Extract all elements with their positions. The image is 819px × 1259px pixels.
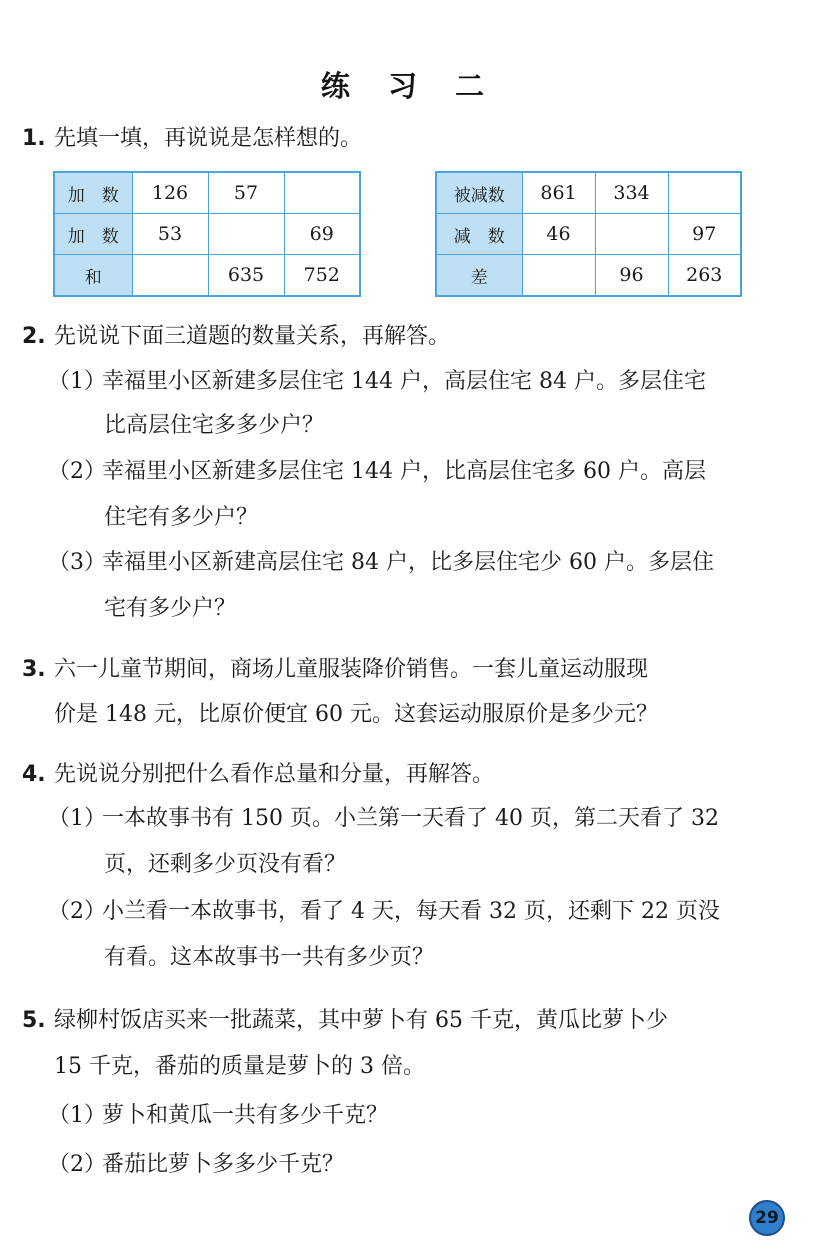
table-cell[interactable]	[595, 214, 668, 255]
question-number: 5.	[22, 1008, 46, 1033]
sub-question-text: 萝卜和黄瓜一共有多少千克？	[102, 1103, 389, 1128]
question-5	[22, 1006, 759, 1036]
sub-question-number: （2）	[48, 899, 106, 924]
table-cell[interactable]	[522, 255, 595, 297]
question-number: 1.	[22, 126, 46, 151]
row-header: 差	[436, 255, 522, 297]
sub-question-continuation: 宅有多少户？	[104, 596, 237, 621]
sub-question-continuation: 比高层住宅多多少户？	[104, 413, 325, 438]
sub-question-continuation: 有看。这本故事书一共有多少页？	[104, 945, 435, 970]
addition-table	[53, 171, 361, 297]
question-2	[22, 322, 759, 352]
sub-question-number: （1）	[48, 806, 106, 831]
sub-question-text: 幸福里小区新建多层住宅 144 户，高层住宅 84 户。多层住宅	[102, 369, 706, 394]
table-row	[54, 172, 360, 214]
table-cell[interactable]: 635	[208, 255, 284, 297]
question-text: 先填一填，再说说是怎样想的。	[54, 126, 363, 151]
table-cell[interactable]: 752	[284, 255, 360, 297]
question-text: 先说说下面三道题的数量关系，再解答。	[54, 324, 451, 349]
sub-question-line	[48, 804, 719, 834]
table-cell[interactable]	[668, 172, 741, 214]
table-row	[54, 255, 360, 297]
sub-question-text: 幸福里小区新建高层住宅 84 户，比多层住宅少 60 户。多层住	[102, 550, 714, 575]
table-row	[436, 214, 741, 255]
sub-question-line	[48, 367, 706, 397]
table-cell[interactable]: 53	[132, 214, 208, 255]
sub-question-number: （1）	[48, 1103, 106, 1128]
table-cell[interactable]: 57	[208, 172, 284, 214]
question-text: 六一儿童节期间，商场儿童服装降价销售。一套儿童运动服现	[54, 657, 649, 682]
table-row	[436, 172, 741, 214]
sub-question-line	[48, 548, 714, 578]
table-row	[436, 255, 741, 297]
question-3	[22, 655, 759, 685]
sub-question-text: 幸福里小区新建多层住宅 144 户，比高层住宅多 60 户。高层	[102, 459, 706, 484]
table-cell[interactable]	[132, 255, 208, 297]
sub-question-text: 番茄比萝卜多多少千克？	[102, 1152, 345, 1177]
table-cell[interactable]: 97	[668, 214, 741, 255]
table-cell[interactable]: 69	[284, 214, 360, 255]
question-text: 先说说分别把什么看作总量和分量，再解答。	[54, 762, 495, 787]
row-header: 加 数	[54, 172, 132, 214]
sub-question-text: 小兰看一本故事书，看了 4 天，每天看 32 页，还剩下 22 页没	[102, 899, 720, 924]
row-header: 加 数	[54, 214, 132, 255]
question-1	[22, 124, 759, 154]
question-continuation: 价是 148 元，比原价便宜 60 元。这套运动服原价是多少元？	[54, 702, 658, 727]
question-4	[22, 760, 759, 790]
table-cell[interactable]	[284, 172, 360, 214]
question-number: 4.	[22, 762, 46, 787]
table-cell[interactable]: 861	[522, 172, 595, 214]
sub-question-line	[48, 457, 706, 487]
page-number-badge: 29	[749, 1200, 785, 1236]
sub-question-line	[48, 897, 720, 927]
table-row	[54, 214, 360, 255]
question-number: 3.	[22, 657, 46, 682]
sub-question-continuation: 住宅有多少户？	[104, 505, 259, 530]
table-cell[interactable]: 96	[595, 255, 668, 297]
row-header: 和	[54, 255, 132, 297]
question-text: 绿柳村饭店买来一批蔬菜，其中萝卜有 65 千克，黄瓜比萝卜少	[54, 1008, 668, 1033]
sub-question-continuation: 页，还剩多少页没有看？	[104, 852, 347, 877]
row-header: 被减数	[436, 172, 522, 214]
table-cell[interactable]: 46	[522, 214, 595, 255]
sub-question-line	[48, 1101, 388, 1131]
sub-question-number: （2）	[48, 459, 106, 484]
page-title: 练 习 二	[320, 69, 499, 103]
table-cell[interactable]: 263	[668, 255, 741, 297]
sub-question-number: （3）	[48, 550, 106, 575]
sub-question-text: 一本故事书有 150 页。小兰第一天看了 40 页，第二天看了 32	[102, 806, 719, 831]
subtraction-table	[435, 171, 742, 297]
table-cell[interactable]: 126	[132, 172, 208, 214]
table-cell[interactable]: 334	[595, 172, 668, 214]
sub-question-number: （1）	[48, 369, 106, 394]
question-number: 2.	[22, 324, 46, 349]
table-cell[interactable]	[208, 214, 284, 255]
row-header: 减 数	[436, 214, 522, 255]
sub-question-number: （2）	[48, 1152, 106, 1177]
question-continuation: 15 千克，番茄的质量是萝卜的 3 倍。	[54, 1054, 425, 1079]
sub-question-line	[48, 1150, 344, 1180]
